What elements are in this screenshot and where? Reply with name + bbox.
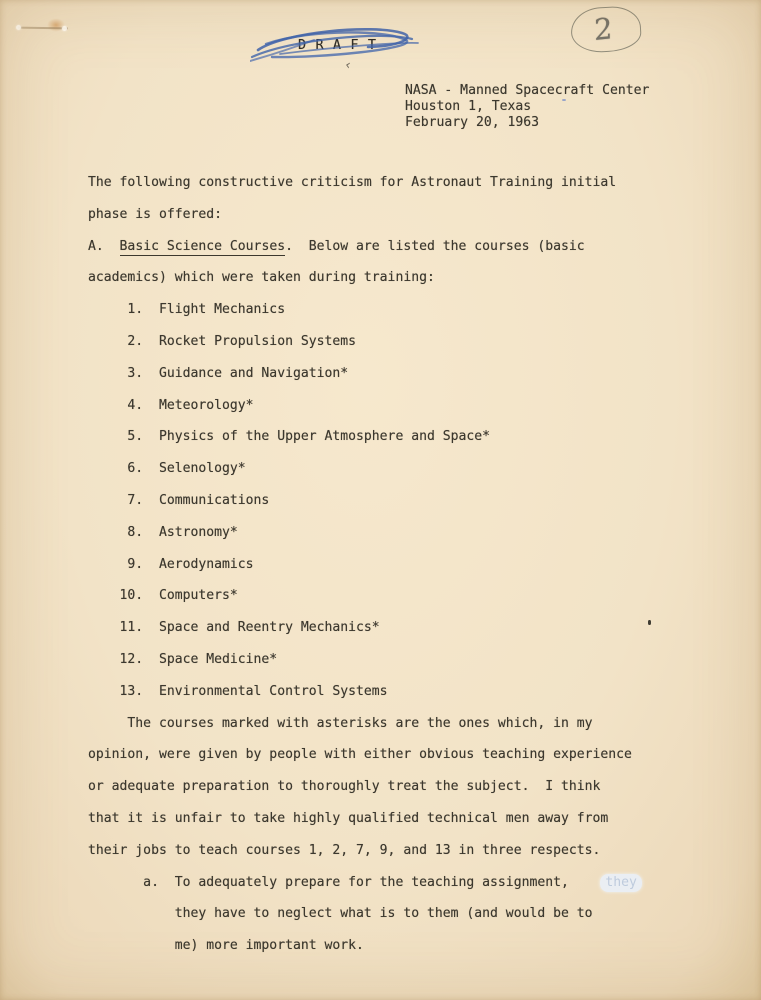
rust-stain: [44, 16, 68, 34]
typed-line: [88, 835, 642, 867]
scratch-mark: [18, 27, 68, 30]
typed-line: [88, 262, 642, 294]
draft-label: D R A F T: [298, 37, 377, 53]
typed-text: The following constructive criticism for Astronaut Training initial: [88, 175, 617, 190]
typed-line: [88, 517, 642, 549]
typed-text: 3. Guidance and Navigation*: [88, 365, 349, 381]
typed-line: [88, 580, 642, 612]
underlined-text: Basic Science Courses: [119, 238, 286, 254]
typed-text: me) more important work.: [88, 938, 364, 954]
typed-text: a. To adequately prepare for the teaching assignment,: [88, 874, 601, 890]
typed-text: they have to neglect what is to them (and would be to: [88, 906, 593, 922]
typed-line: [88, 326, 642, 358]
pen-scribble-icon: [250, 20, 422, 66]
page-number-circle: [570, 5, 642, 54]
typed-line: [88, 549, 642, 581]
ink-speck: [648, 620, 651, 625]
typed-line: [88, 167, 642, 199]
typed-line: [88, 358, 642, 390]
typed-line: [88, 294, 642, 326]
document-body: [88, 167, 642, 962]
typed-text: phase is offered:: [88, 206, 223, 222]
typed-text: 12. Space Medicine*: [88, 651, 278, 667]
typed-text: that it is unfair to take highly qualified technical men away from: [88, 810, 609, 826]
typed-line: [88, 708, 642, 740]
typed-text: 11. Space and Reentry Mechanics*: [88, 620, 380, 636]
typed-line: [88, 739, 642, 771]
typed-line: [88, 898, 642, 930]
typed-line: [88, 421, 642, 453]
typed-line: [88, 453, 642, 485]
typed-line: [88, 390, 642, 422]
typed-line: [88, 771, 642, 803]
typed-line: [88, 485, 642, 517]
typed-text: The courses marked with asterisks are the ones which, in my: [88, 715, 593, 731]
typed-text: 1. Flight Mechanics: [88, 302, 286, 318]
paper-fleck: [16, 25, 21, 30]
typed-text: 10. Computers*: [88, 588, 238, 604]
typed-text: academics) which were taken during training:: [88, 270, 435, 286]
whiteout-correction: they: [600, 874, 642, 892]
letterhead: [405, 83, 649, 130]
typed-text: . Below are listed the courses (basic: [285, 238, 585, 254]
paper-fleck: [62, 26, 67, 31]
typed-text: 2. Rocket Propulsion Systems: [88, 333, 357, 349]
page-number: 2: [593, 11, 613, 48]
typed-text: A.: [88, 238, 120, 254]
typed-text: 7. Communications: [88, 492, 270, 508]
typed-text: their jobs to teach courses 1, 2, 7, 9, and 13 in three respects.: [88, 842, 601, 858]
typed-line: [88, 644, 642, 676]
typed-line: [88, 930, 642, 962]
letterhead-date: February 20, 1963: [405, 114, 540, 130]
typed-line: [88, 612, 642, 644]
typed-line: [88, 803, 642, 835]
typed-text: or adequate preparation to thoroughly treat the subject. I think: [88, 779, 601, 795]
typed-line: [88, 231, 642, 263]
typed-line: [88, 676, 642, 708]
pen-tick-mark: ‹: [342, 57, 354, 74]
typed-line: [88, 867, 642, 899]
typed-text: opinion, were given by people with either obvious teaching experience: [88, 747, 632, 763]
typed-text: 8. Astronomy*: [88, 524, 238, 540]
typed-line: [88, 199, 642, 231]
letterhead-org: NASA - Manned Spacecraft Center: [405, 83, 650, 98]
typed-text: 9. Aerodynamics: [88, 556, 254, 572]
typed-text: 13. Environmental Control Systems: [88, 683, 388, 699]
typed-text: 5. Physics of the Upper Atmosphere and Space*: [88, 429, 491, 445]
typed-text: 6. Selenology*: [88, 461, 246, 477]
typed-text: 4. Meteorology*: [88, 397, 254, 413]
letterhead-city: Houston 1, Texas: [405, 98, 532, 114]
